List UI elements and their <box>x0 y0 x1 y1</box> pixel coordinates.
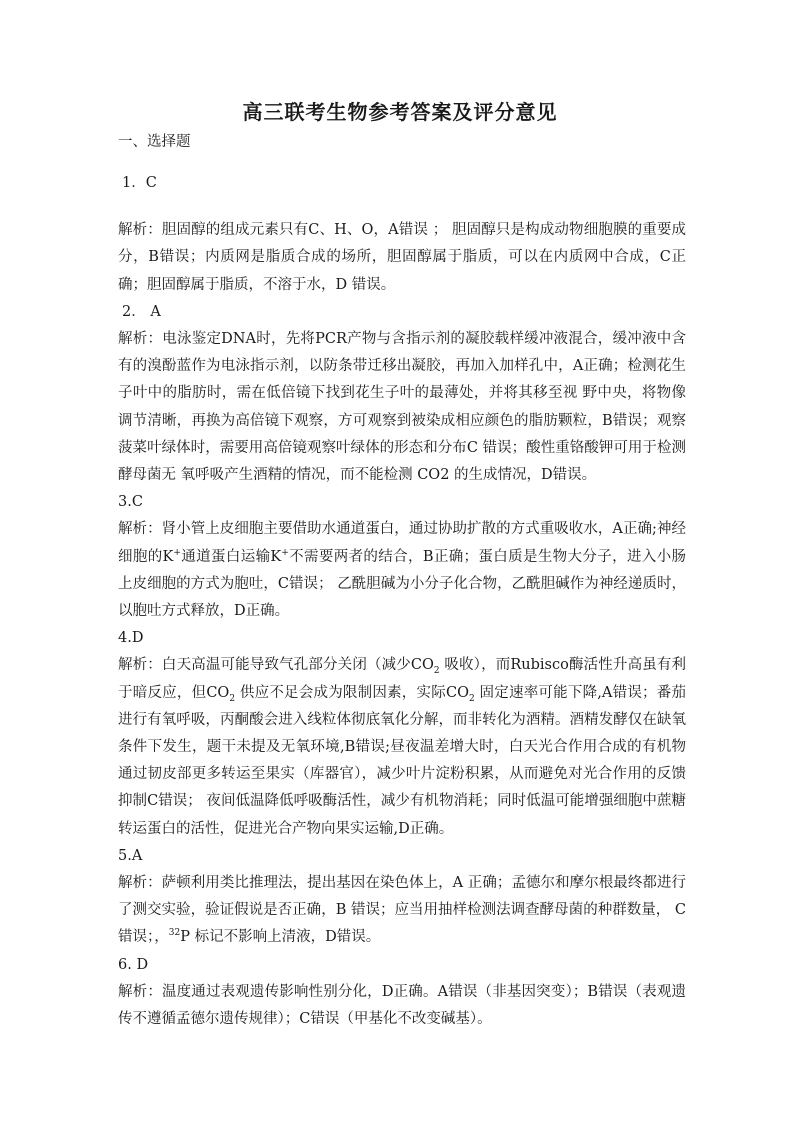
question-2-explanation: 解析：电泳鉴定DNA时，先将PCR产物与含指示剂的凝胶载样缓冲液混合，缓冲液中含有的溴酚蓝作为电泳指示剂，以防条带迁移出凝胶，再加入加样孔中，A正确；检测花生子叶中的脂肪时，需在低倍镜下找到花生子叶的最薄处，并将其移至视 野中央，将物像调节清晰，再换为高倍镜下观察，方可观察到被染成相应颜色的脂肪颗粒，B错误；观察菠菜叶绿体时，需要用高倍镜观察叶绿体的形态和分布C 错误；酸性重铬酸钾可用于检测酵母菌无 氧呼吸产生酒精的情况，而不能检测 CO2 的生成情况，D错误。 <box>118 331 686 484</box>
question-6-answer: 6. D <box>118 956 149 973</box>
question-4-answer: 4.D <box>118 630 144 647</box>
q4-subscript-1: 2 <box>433 666 440 677</box>
q4-subscript-2: 2 <box>229 693 236 704</box>
q4-text-part-4: 固定速率可能下降,A错误；番茄进行有氧呼吸，丙酮酸会进入线粒体彻底氧化分解，而非转化为酒精。酒精发酵仅在缺氧条件下发生，题干未提及无氧环境,B错误;昼夜温差增大时，白天光合作用合成的有机物通过韧皮部更多转运至果实（库器官），减少叶片淀粉积累，从而避免对光合作用的反馈抑制C错误； 夜间低温降低呼吸酶活性，减少有机物消耗；同时低温可能增强细胞中蔗糖转运蛋白的活性，促进光合产物向果实运输,D正确。 <box>118 684 686 837</box>
question-1-answer: 1．C <box>122 175 157 191</box>
q3-text-part-1: 解析：肾小管上皮细胞主要借助水通道蛋白，通过协助扩散的方式重吸收水，A正确;神经细胞的K <box>118 521 686 565</box>
q5-text-part-1: 解析：萨顿利用类比推理法，提出基因在染色体上，A 正确；孟德尔和摩尔根最终都进行了测交实验，验证假说是否正确，B 错误；应当用抽样检测法调查酵母菌的种群数量， C错误；， <box>118 875 686 946</box>
q3-superscript-2: + <box>281 547 289 558</box>
question-3-explanation <box>118 516 686 625</box>
q3-text-part-3: 不需要两者的结合，B正确；蛋白质是生物大分子，进入小肠上皮细胞的方式为胞吐，C错误； 乙酰胆碱为小分子化合物，乙酰胆碱作为神经递质时，以胞吐方式释放，D正确。 <box>118 548 686 620</box>
q5-superscript-1: 32 <box>168 928 181 939</box>
question-1-explanation: 解析：胆固醇的组成元素只有C、H、O，A错误 ； 胆固醇只是构成动物细胞膜的重要成分，B错误；内质网是脂质合成的场所，胆固醇属于脂质，可以在内质网中合成，C正确；胆固醇属于脂质，不溶于水，D 错误。 <box>118 222 686 293</box>
question-3-answer: 3.C <box>118 494 143 511</box>
q5-text-part-2: P 标记不影响上清液，D错误。 <box>180 929 381 946</box>
question-2-answer: 2． A <box>122 303 161 320</box>
question-4-explanation <box>118 652 686 842</box>
answers-content <box>118 170 686 1033</box>
q4-text-part-1: 解析：白天高温可能导致气孔部分关闭（减少CO <box>118 657 434 674</box>
section-heading: 一、选择题 <box>118 134 191 150</box>
q4-subscript-3: 2 <box>468 693 475 704</box>
q4-text-part-2: 吸收），而Rubisco酶活性升高虽有利于暗反应，但CO <box>118 657 687 701</box>
q3-superscript-1: + <box>173 547 181 558</box>
page-title: 高三联考生物参考答案及评分意见 <box>242 100 558 124</box>
question-5-answer: 5.A <box>118 847 143 864</box>
question-5-explanation <box>118 870 686 952</box>
q4-text-part-3: 供应不足会成为限制因素，实际CO <box>235 684 469 701</box>
question-6-explanation: 解析：温度通过表观遗传影响性别分化，D正确。A错误（非基因突变）；B错误（表观遗传不遵循孟德尔遗传规律）；C错误（甲基化不改变碱基）。 <box>118 983 686 1028</box>
q3-text-part-2: 通道蛋白运输K <box>180 548 282 565</box>
